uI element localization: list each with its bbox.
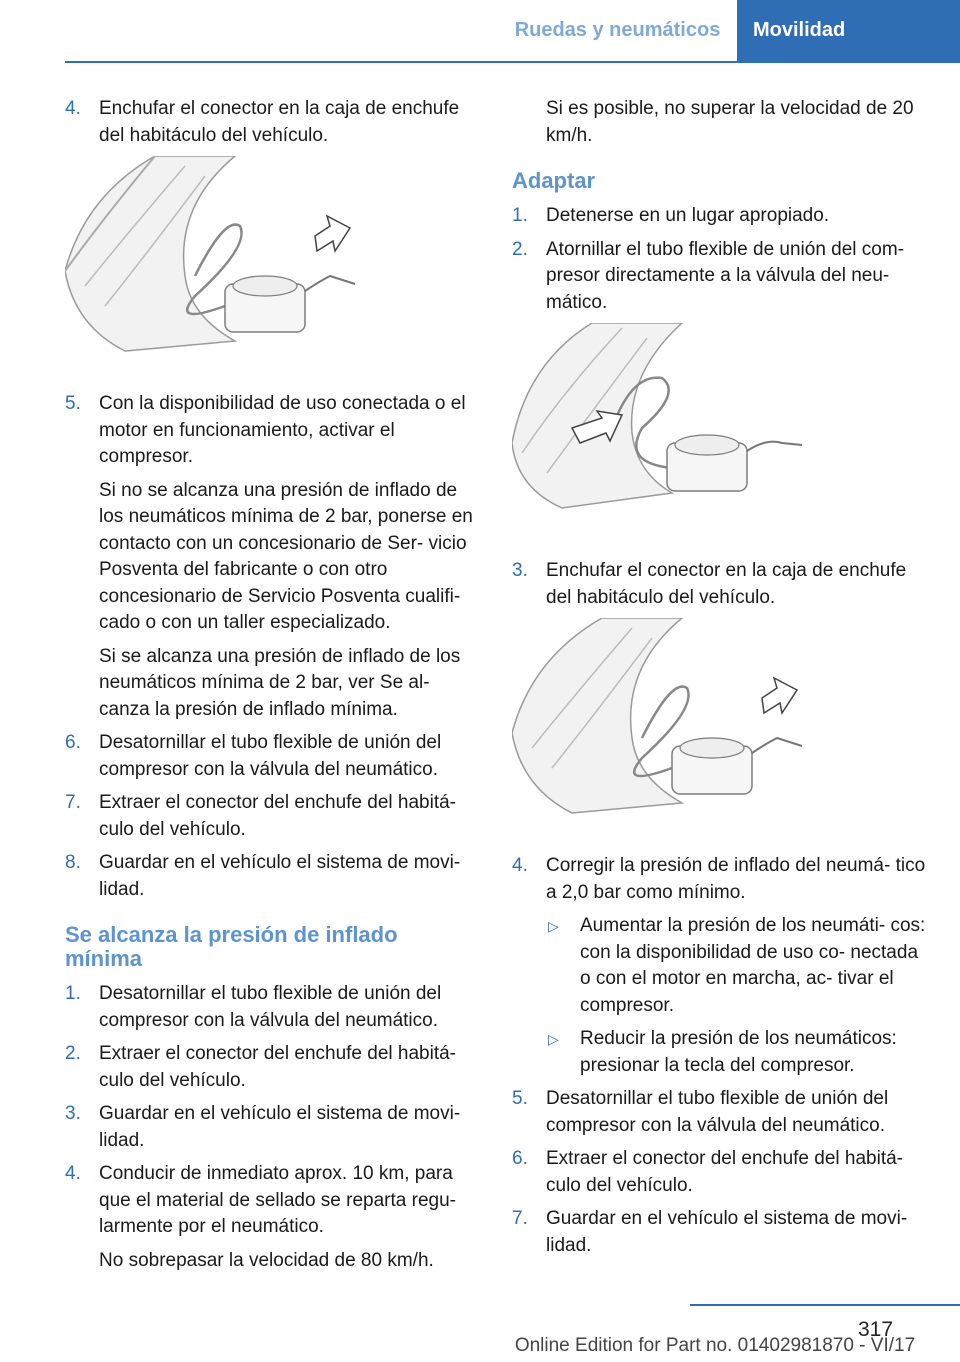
step-item (512, 203, 930, 230)
step-text: Con la disponibilidad de uso conectada o el motor en funcionamiento, activar el compresor. (99, 393, 466, 467)
step-number: 7. (512, 1208, 528, 1229)
step-paragraph: Si no se alcanza una presión de inflado de los neumáticos mínima de 2 bar, ponerse en contacto con un concesionario de Ser‐ vicio Posventa del fabricante o con otro concesionario de Servicio Posventa cualifi‐ cado o con un taller especializado. (99, 479, 473, 633)
step-item (65, 1041, 480, 1094)
step-paragraph: Si es posible, no superar la velocidad de 20 km/h. (546, 98, 914, 146)
step-item (65, 96, 480, 149)
step-item (65, 790, 480, 843)
header-section-title: Ruedas y neumáticos (514, 19, 721, 41)
compressor-valve-illustration (512, 323, 930, 558)
step-text: Guardar en el vehículo el sistema de movi‐ lidad. (546, 1208, 908, 1256)
step-text: Corregir la presión de inflado del neumá‐ tico a 2,0 bar como mínimo. (546, 855, 926, 903)
bullet-text: Aumentar la presión de los neumáti‐ cos: con la disponibilidad de uso co‐ nectada o con el motor en marcha, ac‐ tivar el compresor. (580, 915, 926, 1016)
step-paragraph: Si se alcanza una presión de inflado de los neumáticos mínima de 2 bar, ver Se al‐ canza la presión de inflado mínima. (99, 645, 461, 720)
step-number: 7. (65, 792, 81, 813)
step-text: Guardar en el vehículo el sistema de movi‐ lidad. (99, 852, 461, 900)
compressor-socket-illustration (65, 156, 480, 391)
step-item (512, 1206, 930, 1259)
left-column (65, 96, 480, 1281)
step-item (512, 853, 930, 906)
step-text: Conducir de inmediato aprox. 10 km, para que el material de sellado se reparta regu‐ larmente por el neumático. (99, 1163, 456, 1237)
step-item (65, 850, 480, 903)
step-number: 5. (512, 1088, 528, 1109)
step-text: Desatornillar el tubo flexible de unión del compresor con la válvula del neumático. (99, 983, 442, 1031)
step-number: 2. (65, 1043, 81, 1064)
triangle-bullet-icon: ▷ (548, 918, 559, 934)
step-text: Detenerse en un lugar apropiado. (546, 205, 830, 226)
step-number: 8. (65, 852, 81, 873)
edition-footer: Online Edition for Part no. 01402981870 - VI/17 (514, 1335, 916, 1356)
step-number: 6. (512, 1148, 528, 1169)
step-item (512, 1146, 930, 1199)
step-number: 1. (512, 205, 528, 226)
step-text: Enchufar el conector en la caja de enchufe del habitáculo del vehículo. (99, 98, 460, 146)
section-heading: Adaptar (512, 168, 596, 193)
footer-rule (690, 1304, 960, 1306)
step-text: Atornillar el tubo flexible de unión del com‐ presor directamente a la válvula del neu‐ mático. (546, 238, 905, 313)
bullet-item (546, 1026, 930, 1079)
step-item (65, 981, 480, 1034)
bullet-item (546, 913, 930, 1019)
step-number: 4. (512, 855, 528, 876)
step-number: 5. (65, 393, 81, 414)
header-chapter-tab: Movilidad (737, 0, 960, 61)
step-item (65, 1161, 480, 1241)
bullet-text: Reducir la presión de los neumáticos: presionar la tecla del compresor. (580, 1028, 897, 1076)
step-number: 4. (65, 98, 81, 119)
right-column (512, 96, 930, 1266)
step-item (512, 1086, 930, 1139)
step-number: 3. (512, 560, 528, 581)
step-item (65, 1101, 480, 1154)
step-item (512, 558, 930, 611)
step-text: Guardar en el vehículo el sistema de movi‐ lidad. (99, 1103, 461, 1151)
compressor-socket-figure (512, 618, 812, 853)
step-item (65, 391, 480, 471)
step-text: Desatornillar el tubo flexible de unión del compresor con la válvula del neumático. (99, 732, 442, 780)
step-text: Extraer el conector del enchufe del habitá‐ culo del vehículo. (99, 1043, 456, 1091)
triangle-bullet-icon: ▷ (548, 1031, 559, 1047)
step-item (65, 730, 480, 783)
step-text: Enchufar el conector en la caja de enchufe del habitáculo del vehículo. (546, 560, 907, 608)
step-number: 4. (65, 1163, 81, 1184)
step-item (512, 237, 930, 317)
compressor-valve-figure (512, 323, 812, 558)
step-number: 1. (65, 983, 81, 1004)
step-number: 6. (65, 732, 81, 753)
step-number: 2. (512, 238, 528, 260)
section-heading: Se alcanza la presión de inflado mínima (65, 922, 398, 971)
step-text: Extraer el conector del enchufe del habitá‐ culo del vehículo. (546, 1148, 903, 1196)
step-paragraph: No sobrepasar la velocidad de 80 km/h. (99, 1249, 434, 1271)
header-rule (65, 61, 960, 63)
step-number: 3. (65, 1103, 81, 1124)
compressor-socket-figure (65, 156, 365, 391)
compressor-socket-illustration (512, 618, 930, 853)
step-text: Extraer el conector del enchufe del habitá‐ culo del vehículo. (99, 792, 456, 840)
page-number: 317 (858, 1318, 894, 1341)
step-text: Desatornillar el tubo flexible de unión del compresor con la válvula del neumático. (546, 1088, 889, 1136)
